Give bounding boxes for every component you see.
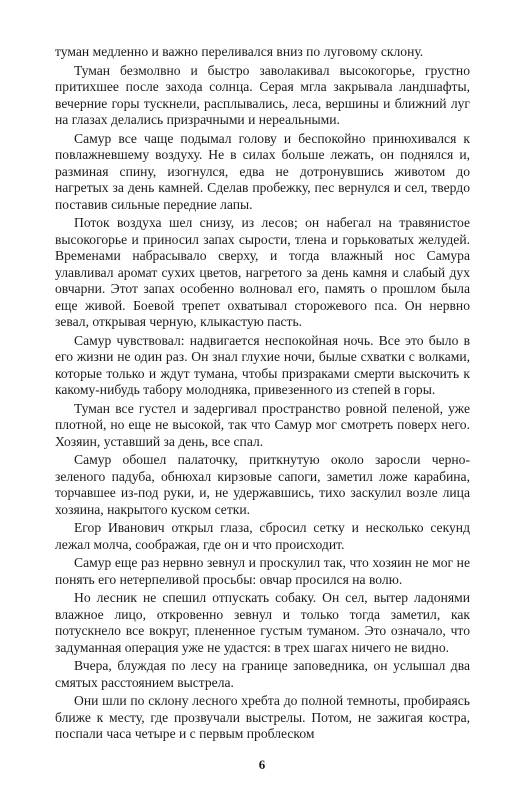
page-number: 6 [258, 757, 266, 772]
paragraph-4: Поток воздуха шел снизу, из лесов; он набегал на травянистое высокогорье и приносил запах сырости, тлена и горьковатых желудей. Временами набрасывало сверху, и тогда влажный нос Самура улавливал аромат сухих цветов, нагретого за день камня и слабый дух овчарни. Этот запах особенно волновал его, память о прошлом была еще живой. Боевой трепет охватывал сторожевого пса. Он нервно зевал, открывая черную, клыкастую пасть. [55, 215, 470, 329]
paragraph-10: Но лесник не спешил отпускать собаку. Он сел, вытер ладонями влажное лицо, откровенно зевнул и только тогда заметил, как потускнело все вокруг, плененное густым туманом. Это означало, что задуманная операция уже не удастся: в трех шагах ничего не видно. [55, 590, 470, 655]
paragraph-5: Самур чувствовал: надвигается неспокойная ночь. Все это было в его жизни не один раз. Он знал глухие ночи, былые схватки с волками, которые только и ждут тумана, чтобы призраками смерти выскочить к какому-нибудь табору молодняка, привезенного из степей в горы. [55, 332, 470, 397]
paragraph-12: Они шли по склону лесного хребта до полной темноты, пробираясь ближе к месту, где прозвучали выстрелы. Потом, не зажигая костра, поспали часа четыре и с первым проблеском [55, 693, 470, 741]
paragraph-11: Вчера, блуждая по лесу на границе заповедника, он услышал два смятых расстоянием выстрела. [55, 658, 470, 690]
paragraph-7: Самур обошел палаточку, приткнутую около заросли черно-зеленого падуба, обнюхал кирзовые сапоги, заметил ложе карабина, торчавшее из-под руки, и, не удержавшись, тихо заскулил возле лица хозяина, накрытого куском сетки. [55, 452, 470, 517]
paragraph-9: Самур еще раз нервно зевнул и проскулил так, что хозяин не мог не понять его нетерпеливой просьбы: овчар просился на волю. [55, 555, 470, 587]
paragraph-2: Туман безмолвно и быстро заволакивал высокогорье, грустно притихшее после захода солнца. Серая мгла закрывала ландшафты, вечерние горы тускнели, расплывались, леса, вершины и ближний луг на глазах делались призрачными и нереальными. [55, 62, 470, 127]
paragraph-6: Туман все густел и задергивал пространство ровной пеленой, уже плотной, но еще не высокой, так что Самур мог смотреть поверх него. Хозяин, уставший за день, все спал. [55, 400, 470, 449]
paragraph-1: туман медленно и важно переливался вниз по луговому склону. [55, 44, 424, 59]
paragraph-3: Самур все чаще подымал голову и беспокойно принюхивался к повлажневшему воздуху. Не в силах больше лежать, он поднялся и, разминая спину, изогнулся, едва не дотронувшись животом до нагретых за день камней. Сделав пробежку, пес вернулся и сел, твердо поставив сильные передние лапы. [55, 130, 470, 212]
paragraph-8: Егор Иванович открыл глаза, сбросил сетку и несколько секунд лежал молча, соображая, где он и что происходит. [55, 520, 470, 552]
body-text [55, 44, 470, 745]
